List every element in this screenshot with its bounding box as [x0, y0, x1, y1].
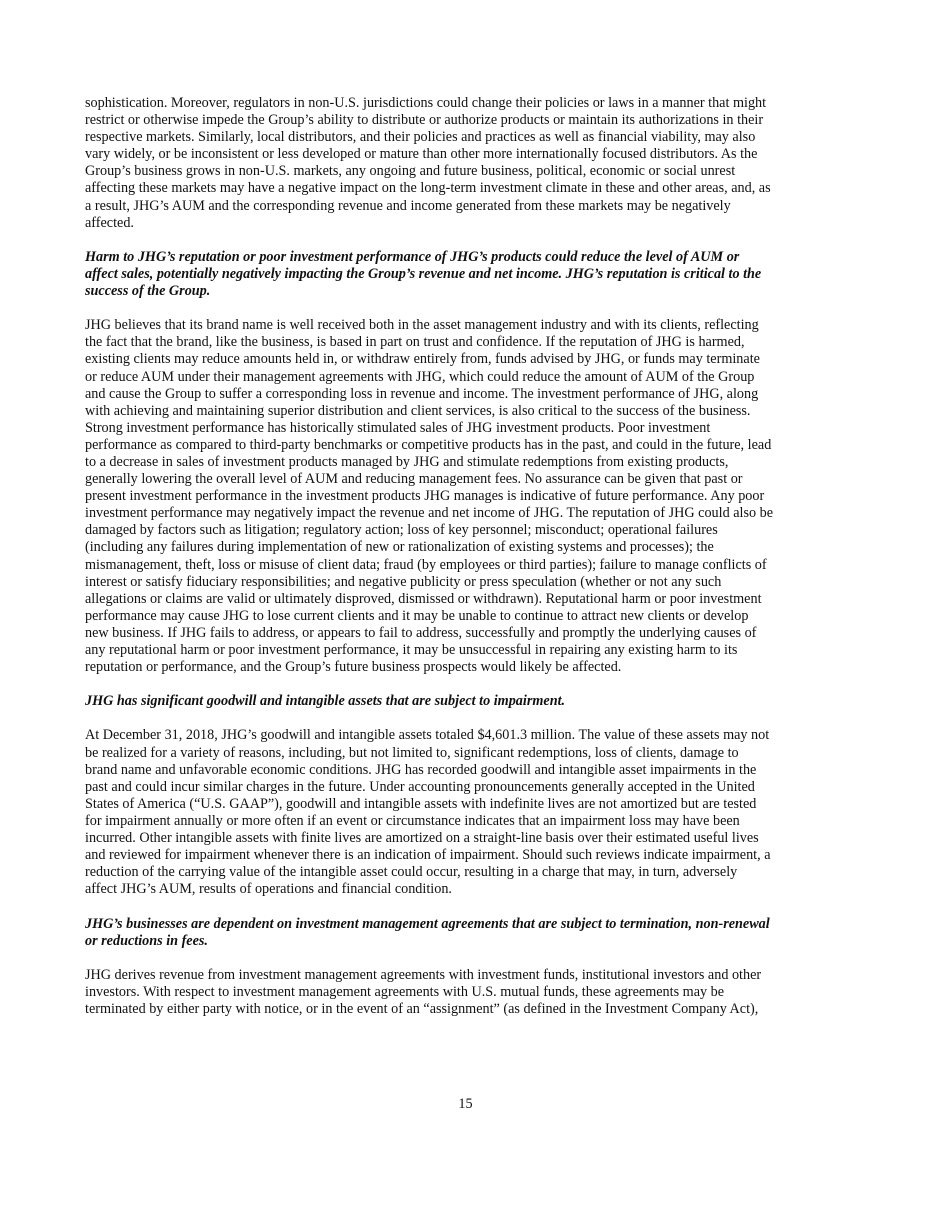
text-line: vary widely, or be inconsistent or less developed or mature than other more internationally focused distributors. As the	[85, 146, 758, 163]
text-line: brand name and unfavorable economic conditions. JHG has recorded goodwill and intangible asset impairments in the	[85, 761, 757, 778]
text-line: existing clients may reduce amounts held in, or withdraw entirely from, funds advised by JHG, or funds may terminate	[85, 351, 760, 368]
text-line: investment performance may negatively impact the revenue and net income of JHG. The reputation of JHG could also be	[85, 505, 774, 522]
paragraph	[85, 95, 845, 232]
section-heading	[85, 693, 845, 710]
document-body	[85, 95, 845, 1035]
section-heading	[85, 249, 845, 300]
text-line: Group’s business grows in non-U.S. markets, any ongoing and future business, political, economic or social unrest	[85, 163, 736, 180]
text-line: and cause the Group to suffer a corresponding loss in revenue and income. The investment performance of JHG, along	[85, 385, 759, 402]
text-line: allegations or claims are valid or ultimately disproved, dismissed or withdrawn). Reputational harm or poor investment	[85, 590, 762, 607]
page-number: 15	[458, 1096, 473, 1112]
text-line: and reviewed for impairment whenever there is an indication of impairment. Should such reviews indicate impairment, a	[85, 847, 771, 864]
text-line: performance as compared to third-party benchmarks or competitive products has in the past, and could in the future, lead	[85, 436, 772, 453]
text-line: States of America (“U.S. GAAP”), goodwill and intangible assets with indefinite lives are not amortized but are tested	[85, 795, 757, 812]
text-line: JHG believes that its brand name is well received both in the asset management industry and with its clients, reflecting	[85, 317, 759, 334]
text-line: reputation or performance, and the Group’s future business prospects would likely be affected.	[85, 659, 622, 676]
text-line: affected.	[85, 214, 134, 231]
text-line: the fact that the brand, like the business, is based in part on trust and confidence. If the reputation of JHG is harmed,	[85, 334, 745, 351]
text-line: (including any failures during implementation of new or rationalization of existing systems and processes); the	[85, 539, 714, 556]
text-line: new business. If JHG fails to address, or appears to fail to address, successfully and promptly the underlying causes of	[85, 624, 757, 641]
text-line: restrict or otherwise impede the Group’s ability to distribute or authorize products or maintain its authorizations in their	[85, 112, 764, 129]
paragraph	[85, 727, 845, 898]
text-line: At December 31, 2018, JHG’s goodwill and intangible assets totaled $4,601.3 million. The value of these assets may not	[85, 727, 770, 744]
text-line: affecting these markets may have a negative impact on the long-term investment climate in these and other areas, and, as	[85, 180, 771, 197]
text-line: affect sales, potentially negatively impacting the Group’s revenue and net income. JHG’s reputation is critical to the	[85, 265, 762, 282]
paragraph	[85, 967, 845, 1018]
paragraph	[85, 317, 845, 676]
text-line: or reductions in fees.	[85, 932, 208, 949]
text-line: affect JHG’s AUM, results of operations and financial condition.	[85, 881, 452, 898]
text-line: any reputational harm or poor investment performance, it may be unsuccessful in repairing any existing harm to its	[85, 642, 738, 658]
text-line: terminated by either party with notice, or in the event of an “assignment” (as defined in the Investment Company Act),	[85, 1000, 759, 1017]
text-line: or reduce AUM under their management agreements with JHG, which could reduce the amount of AUM of the Group	[85, 368, 755, 385]
text-line: sophistication. Moreover, regulators in non-U.S. jurisdictions could change their policies or laws in a manner that might	[85, 95, 767, 111]
text-line: mismanagement, theft, loss or misuse of client data; fraud (by employees or third parties); failure to manage conflicts of	[85, 556, 767, 573]
text-line: investors. With respect to investment management agreements with U.S. mutual funds, these agreements may be	[85, 983, 725, 1000]
text-line: present investment performance in the investment products JHG manages is indicative of future performance. Any poor	[85, 488, 765, 505]
text-line: interest or satisfy fiduciary responsibilities; and negative publicity or press speculation (whether or not any such	[85, 573, 722, 590]
text-line: performance may cause JHG to lose current clients and it may be unable to continue to attract new clients or develop	[85, 607, 749, 624]
section-heading	[85, 916, 845, 950]
text-line: a result, JHG’s AUM and the corresponding revenue and income generated from these markets may be negatively	[85, 197, 731, 214]
text-line: past and could incur similar charges in the future. Under accounting pronouncements generally accepted in the United	[85, 778, 755, 795]
text-line: for impairment annually or more often if an event or circumstance indicates that an impairment loss may have been	[85, 812, 740, 829]
text-line: be realized for a variety of reasons, including, but not limited to, significant redemptions, loss of clients, damage to	[85, 744, 739, 761]
text-line: success of the Group.	[85, 283, 211, 300]
text-line: generally lowering the overall level of AUM and reducing management fees. No assurance can be given that past or	[85, 471, 743, 488]
text-line: Strong investment performance has historically stimulated sales of JHG investment products. Poor investment	[85, 419, 711, 436]
text-line: JHG derives revenue from investment management agreements with investment funds, institutional investors and other	[85, 966, 762, 983]
text-line: Harm to JHG’s reputation or poor investment performance of JHG’s products could reduce the level of AUM or	[85, 248, 740, 265]
text-line: damaged by factors such as litigation; regulatory action; loss of key personnel; misconduct; operational failures	[85, 522, 718, 539]
text-line: JHG has significant goodwill and intangible assets that are subject to impairment.	[85, 693, 566, 710]
text-line: incurred. Other intangible assets with finite lives are amortized on a straight-line basis over their estimated useful lives	[85, 830, 759, 847]
text-line: respective markets. Similarly, local distributors, and their policies and practices as well as financial viability, may also	[85, 129, 756, 146]
text-line: to a decrease in sales of investment products managed by JHG and stimulate redemptions from existing products,	[85, 453, 729, 470]
text-line: with achieving and maintaining superior distribution and client services, is also critical to the success of the business.	[85, 402, 751, 419]
text-line: reduction of the carrying value of the intangible asset could occur, resulting in a charge that may, in turn, adversely	[85, 864, 738, 881]
text-line: JHG’s businesses are dependent on investment management agreements that are subject to termination, non-renewal	[85, 915, 770, 932]
